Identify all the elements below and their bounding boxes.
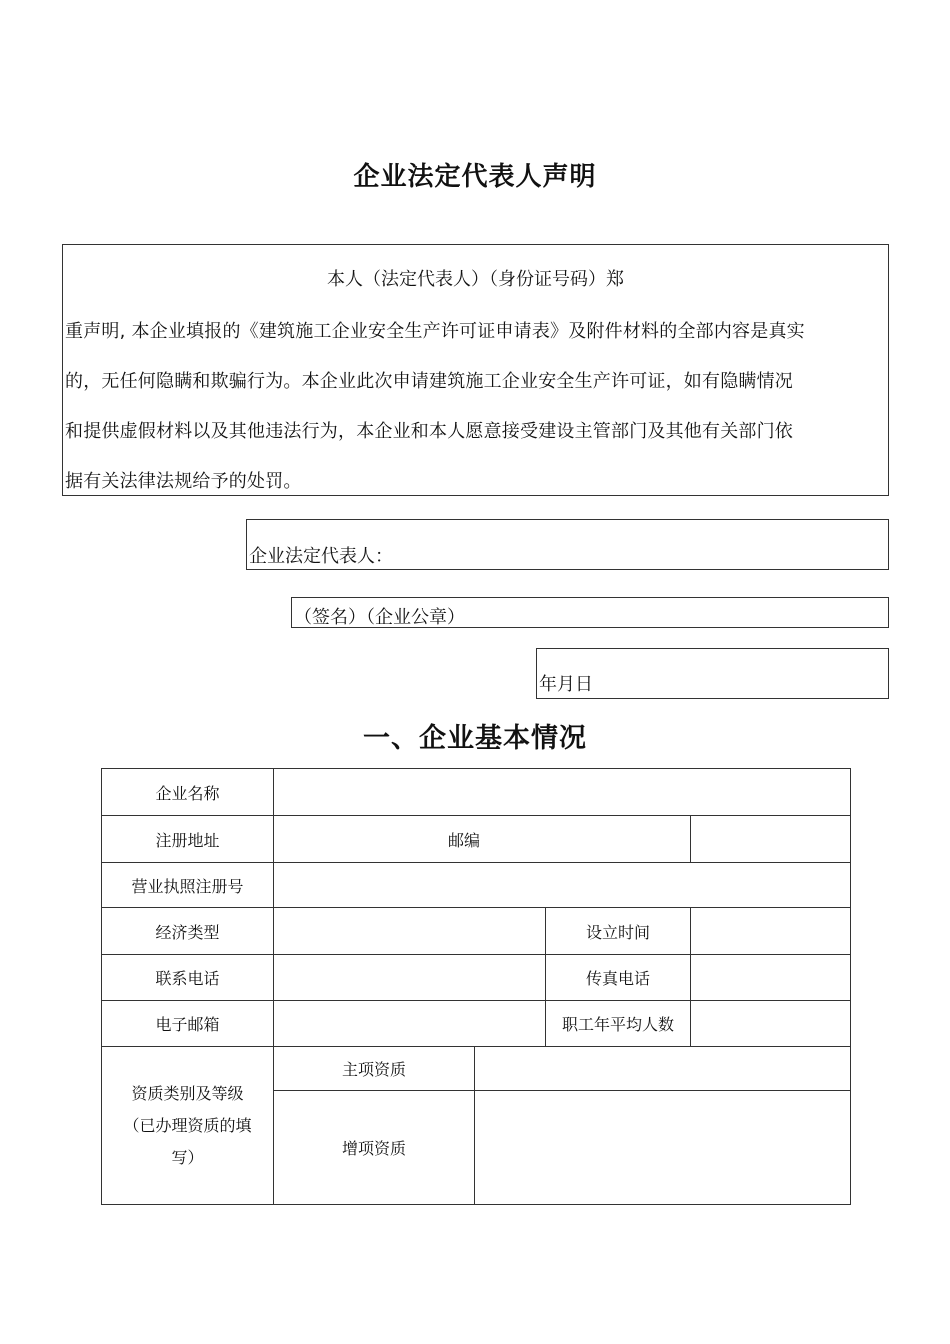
declaration-line: 重声明, 本企业填报的《建筑施工企业安全生产许可证申请表》及附件材料的全部内容是真实 bbox=[65, 321, 805, 342]
qualification-label-line: （已办理资质的填 bbox=[123, 1115, 252, 1135]
main-qualification-input[interactable] bbox=[475, 1047, 851, 1091]
table-row bbox=[102, 863, 851, 908]
avg-employees-input[interactable] bbox=[691, 1001, 851, 1047]
economic-type-label: 经济类型 bbox=[102, 908, 274, 955]
company-name-label: 企业名称 bbox=[102, 769, 274, 816]
table-row bbox=[102, 1047, 851, 1091]
postal-code-label: 邮编 bbox=[447, 830, 480, 850]
contact-phone-label: 联系电话 bbox=[102, 955, 274, 1001]
date-label: 年月日 bbox=[539, 674, 593, 695]
registered-address-input[interactable] bbox=[274, 816, 691, 863]
economic-type-input[interactable] bbox=[274, 908, 546, 955]
qualification-category-label bbox=[102, 1047, 274, 1205]
fax-input[interactable] bbox=[691, 955, 851, 1001]
declaration-first-line: 本人（法定代表人）（身份证号码）郑 bbox=[327, 269, 624, 290]
email-label: 电子邮箱 bbox=[102, 1001, 274, 1047]
fax-label: 传真电话 bbox=[546, 955, 691, 1001]
representative-label: 企业法定代表人： bbox=[249, 546, 393, 567]
contact-phone-input[interactable] bbox=[274, 955, 546, 1001]
table-row bbox=[102, 816, 851, 863]
declaration-line: 和提供虚假材料以及其他违法行为，本企业和本人愿意接受建设主管部门及其他有关部门依 bbox=[65, 421, 793, 442]
company-info-table bbox=[101, 768, 851, 1205]
declaration-line: 的，无任何隐瞒和欺骗行为。本企业此次申请建筑施工企业安全生产许可证，如有隐瞒情况 bbox=[65, 371, 793, 392]
established-time-input[interactable] bbox=[691, 908, 851, 955]
table-row bbox=[102, 1001, 851, 1047]
additional-qualification-label: 增项资质 bbox=[274, 1091, 475, 1205]
representative-field[interactable] bbox=[246, 519, 889, 570]
additional-qualification-input[interactable] bbox=[475, 1091, 851, 1205]
section-title: 一、企业基本情况 bbox=[363, 723, 587, 754]
table-row bbox=[102, 769, 851, 816]
signature-seal-field[interactable] bbox=[291, 597, 889, 628]
business-license-label: 营业执照注册号 bbox=[102, 863, 274, 908]
declaration-title: 企业法定代表人声明 bbox=[353, 162, 597, 192]
table-row bbox=[102, 908, 851, 955]
email-input[interactable] bbox=[274, 1001, 546, 1047]
date-field[interactable] bbox=[536, 648, 889, 699]
declaration-line: 据有关法律法规给予的处罚。 bbox=[65, 471, 302, 492]
qualification-label-line: 资质类别及等级 bbox=[131, 1083, 244, 1103]
postal-code-input[interactable] bbox=[691, 816, 851, 863]
table-row bbox=[102, 955, 851, 1001]
established-time-label: 设立时间 bbox=[546, 908, 691, 955]
qualification-label-line: 写） bbox=[171, 1147, 204, 1167]
company-name-input[interactable] bbox=[274, 769, 851, 816]
declaration-box bbox=[62, 244, 889, 496]
signature-seal-label: （签名）（企业公章） bbox=[294, 607, 465, 628]
avg-employees-label: 职工年平均人数 bbox=[546, 1001, 691, 1047]
main-qualification-label: 主项资质 bbox=[274, 1047, 475, 1091]
business-license-input[interactable] bbox=[274, 863, 851, 908]
registered-address-label: 注册地址 bbox=[102, 816, 274, 863]
